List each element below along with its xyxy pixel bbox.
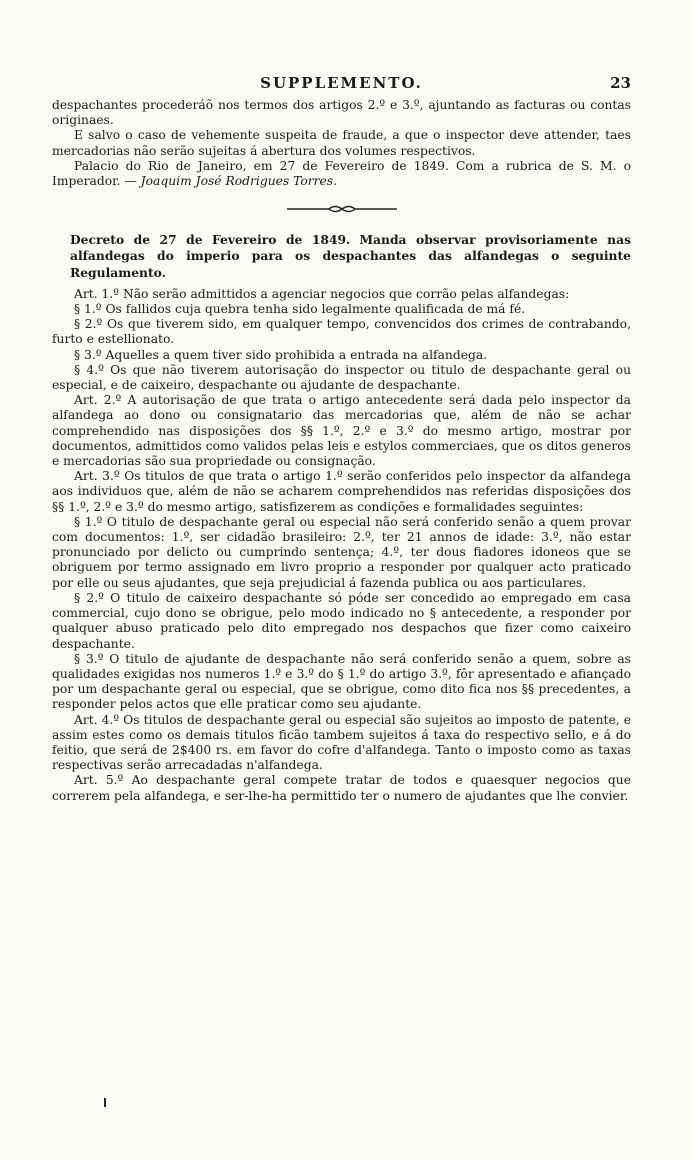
article-1-section-2: § 2.º Os que tiverem sido, em qualquer tempo, convencidos dos crimes de contrabando, furto e estellionato. bbox=[52, 317, 631, 347]
article-1-section-1: § 1.º Os fallidos cuja quebra tenha sido legalmente qualificada de má fé. bbox=[74, 302, 526, 317]
article-1-section-3: § 3.º Aquelles a quem tiver sido prohibida a entrada na alfandega. bbox=[74, 347, 488, 362]
article-1-section-4: § 4.º Os que não tiverem autorisação do inspector ou titulo de despachante geral ou especial, e de caixeiro, despachante ou ajudante de despachante. bbox=[52, 362, 631, 393]
ornament-divider-icon bbox=[287, 204, 397, 214]
article-5: Art. 5.º Ao despachante geral compete tratar de todos e quaesquer negocios que correrem pela alfandega, e ser-lhe-ha permittido ter o numero de ajudantes que lhe convier. bbox=[52, 773, 631, 803]
paragraph-exception: E salvo o caso de vehemente suspeita de fraude, a que o inspector deve attender, taes mercadorias não serão sujeitas á abertura dos volumes respectivos. bbox=[52, 128, 631, 158]
page-number: 23 bbox=[610, 74, 631, 92]
page-title: SUPPLEMENTO. bbox=[260, 74, 423, 92]
article-4: Art. 4.º Os titulos de despachante geral ou especial são sujeitos ao imposto de patente, e assim estes como os demais titulos ficão tambem sujeitos á taxa do respectivo sello, e á do feitio, que será de 2$400 rs. em favor do cofre d'alfandega. Tanto o imposto como as taxas respectivas serão arrecadadas n'alfandega. bbox=[52, 712, 631, 773]
article-3-section-3: § 3.º O titulo de ajudante de despachante não será conferido senão a quem, sobre as qualidades exigidas nos numeros 1.º e 3.º do § 1.º do artigo 3.º, fôr apresentado e afiançado por um despachante geral ou especial, que se obrigue, como dito fica nos §§ precedentes, a responder pelos actos que elle praticar como seu ajudante. bbox=[52, 651, 631, 712]
article-2: Art. 2.º A autorisação de que trata o artigo antecedente será dada pelo inspector da alfandega ao dono ou consignatario das mercadorias que, além de não se achar comprehendido nas disposições dos §§ 1.º, 2.º e 3.º do mesmo artigo, mostrar por documentos, admittidos como validos pelas leis e estylos commerciaes, que os ditos generos e mercadorias são sua propriedade ou consignação. bbox=[52, 393, 631, 469]
paragraph-continuation: despachantes procederáõ nos termos dos artigos 2.º e 3.º, ajuntando as facturas ou contas originaes. bbox=[52, 98, 631, 128]
article-3: Art. 3.º Os titulos de que trata o artigo 1.º serão conferidos pelo inspector da alfandega aos individuos que, além de não se acharem comprehendidos nas referidas disposições dos §§ 1.º, 2.º e 3.º do mesmo artigo, satisfizerem as condições e formalidades seguintes: bbox=[52, 469, 631, 514]
decree-heading bbox=[52, 232, 631, 281]
print-mark bbox=[104, 1098, 106, 1107]
article-3-section-1: § 1.º O titulo de despachante geral ou especial não será conferido senão a quem provar com documentos: 1.º, ser cidadão brasileiro: 2.º, ter 21 annos de idade: 3.º, não estar pronunciado por delicto ou cumprindo sentença; 4.º, ter dous fiadores idoneos que se obriguem por termo assignado em livro proprio a responder por qualquer acto praticado por elle ou seus ajudantes, que seja prejudicial á fazenda publica ou aos particulares. bbox=[52, 514, 631, 590]
article-1: Art. 1.º Não serão admittidos a agenciar negocios que corrão pelas alfandegas: bbox=[74, 286, 570, 301]
decree-summary: Manda observar provisoriamente nas alfandegas do imperio para os despachantes das alfandegas o seguinte Regulamento. bbox=[70, 232, 631, 280]
signatory-name: Joaquim José Rodrigues Torres. bbox=[140, 174, 338, 189]
decree-title bbox=[52, 232, 631, 281]
paragraph-signature bbox=[52, 159, 631, 189]
ornament-divider bbox=[52, 199, 631, 218]
article-3-section-2: § 2.º O titulo de caixeiro despachante só póde ser concedido ao empregado em casa commercial, cujo dono se obrigue, pelo modo indicado no § antecedente, a responder por qualquer abuso praticado pelo dito empregado nos despachos que fizer como caixeiro despachante. bbox=[52, 590, 631, 651]
decree-date: Decreto de 27 de Fevereiro de 1849. bbox=[70, 232, 351, 248]
running-header bbox=[52, 74, 631, 98]
signature-line: Palacio do Rio de Janeiro, em 27 de Fevereiro de 1849. Com a rubrica de S. M. o Imperador. — bbox=[52, 158, 631, 189]
